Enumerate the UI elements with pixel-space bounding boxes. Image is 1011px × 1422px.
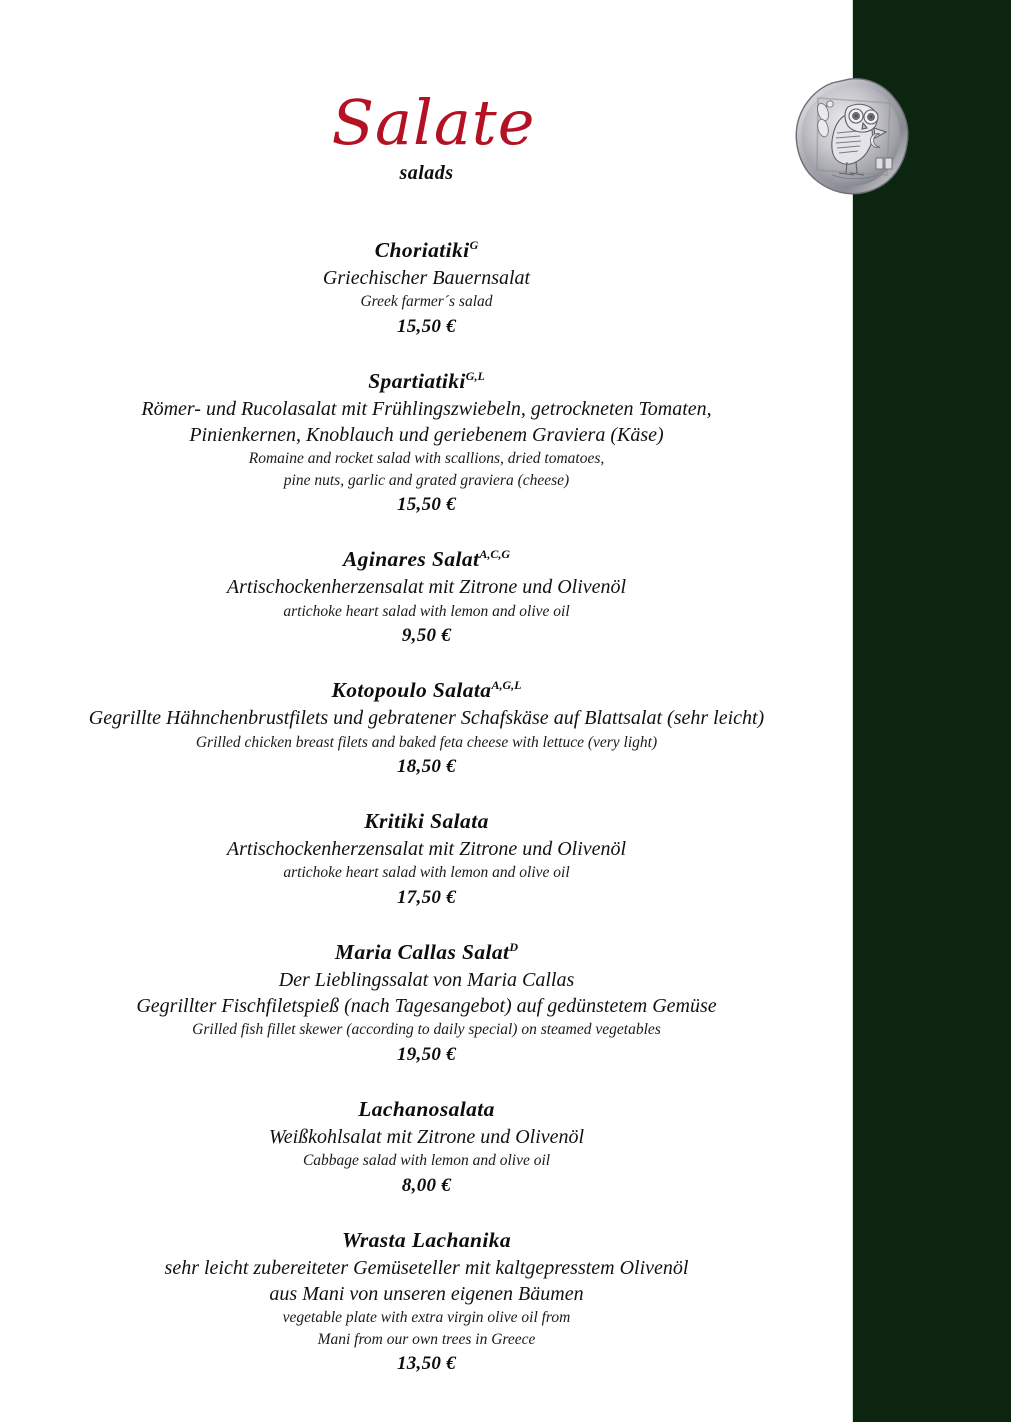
menu-item-description-en: Mani from our own trees in Greece [317,1330,536,1348]
menu-item-name [0,1096,853,1123]
menu-item [0,1227,853,1376]
menu-item-price: 15,50 € [396,494,457,516]
menu-item-description-de: Griechischer Bauernsalat [322,266,531,289]
menu-item-description-de: Gegrillte Hähnchenbrustfilets und gebratener Schafskäse auf Blattsalat (sehr leicht) [88,707,765,730]
allergen-codes: A,C,G [479,547,511,562]
menu-item-name-text: Kotopoulo Salata [331,678,492,703]
menu-item-description-de: Römer- und Rucolasalat mit Frühlingszwiebeln, getrockneten Tomaten, [141,397,712,420]
menu-item [0,368,853,517]
menu-item-name [0,808,853,835]
menu-item-description-de: Gegrillter Fischfiletspieß (nach Tagesangebot) auf gedünstetem Gemüse [136,995,717,1018]
menu-item-description-de: aus Mani von unseren eigenen Bäumen [269,1283,584,1306]
page-title: Salate [331,86,536,159]
menu-item-description-en: Cabbage salad with lemon and olive oil [302,1152,551,1170]
menu-item [0,808,853,909]
menu-item-description-en: Greek farmer´s salad [360,293,493,311]
menu-item-name-text: Spartiatiki [368,368,466,393]
menu-item-price: 15,50 € [396,315,457,337]
menu-header [0,0,853,185]
menu-item-name [0,939,853,966]
menu-item-name [0,546,853,573]
allergen-codes: G [469,237,479,252]
menu-item-description-de: Weißkohlsalat mit Zitrone und Olivenöl [268,1125,585,1148]
menu-item-description-en: vegetable plate with extra virgin olive oil from [282,1309,571,1327]
menu-item-description-en: artichoke heart salad with lemon and olive oil [283,864,570,882]
menu-item-price: 17,50 € [396,886,457,908]
menu-item-name-text: Lachanosalata [358,1096,495,1121]
menu-item-description-en: pine nuts, garlic and grated graviera (cheese) [283,471,570,489]
menu-item [0,237,853,338]
allergen-codes: D [509,939,519,954]
menu-item-description-en: Grilled chicken breast filets and baked feta cheese with lettuce (very light) [195,733,658,751]
allergen-codes: G,L [465,368,485,383]
page-subtitle: salads [399,162,454,184]
allergen-codes: A,G,L [491,678,522,693]
menu-item-name [0,1227,853,1254]
menu-item [0,677,853,778]
menu-item-price: 18,50 € [396,756,457,778]
menu-item-description-en: Romaine and rocket salad with scallions, dried tomatoes, [248,450,605,468]
menu-item-name-text: Kritiki Salata [364,809,489,834]
menu-item-price: 9,50 € [401,625,452,647]
menu-item-description-en: Grilled fish fillet skewer (according to daily special) on steamed vegetables [192,1021,661,1039]
menu-item-list [0,237,853,1375]
menu-item-name [0,677,853,704]
menu-item-name-text: Choriatiki [374,238,470,262]
menu-item-description-en: artichoke heart salad with lemon and olive oil [283,602,570,620]
menu-item-price: 19,50 € [396,1043,457,1065]
menu-item-price: 13,50 € [396,1353,457,1375]
menu-item [0,1096,853,1197]
menu-item-name-text: Maria Callas Salat [334,939,510,964]
menu-item-price: 8,00 € [401,1174,452,1196]
menu-item-name-text: Aginares Salat [342,547,480,572]
menu-item [0,546,853,647]
menu-item-description-de: sehr leicht zubereiteter Gemüseteller mit kaltgepresstem Olivenöl [164,1256,689,1279]
menu-item-name-text: Wrasta Lachanika [341,1227,512,1252]
menu-item-description-de: Pinienkernen, Knoblauch und geriebenem Graviera (Käse) [189,424,664,447]
menu-item-name [0,237,853,264]
menu-item-description-de: Artischockenherzensalat mit Zitrone und Olivenöl [226,837,627,860]
decorative-green-panel [853,0,1011,1422]
athenian-owl-coin-icon [792,76,912,198]
menu-item-description-de: Der Lieblingssalat von Maria Callas [278,968,575,991]
menu-item [0,939,853,1066]
menu-item-name [0,368,853,395]
menu-item-description-de: Artischockenherzensalat mit Zitrone und Olivenöl [226,576,627,599]
